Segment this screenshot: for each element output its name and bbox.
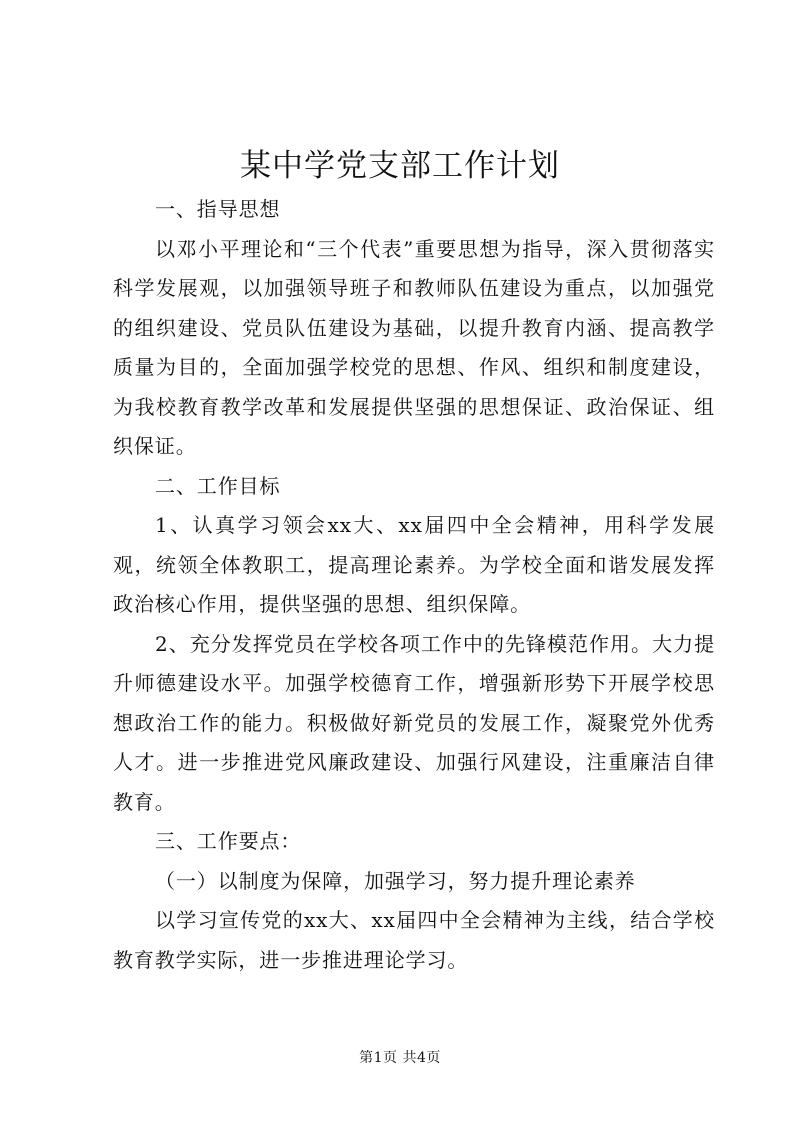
- document-body: [113, 190, 715, 980]
- subsection-heading-1: （一）以制度为保障，加强学习，努力提升理论素养: [155, 868, 636, 893]
- section-heading-guiding-ideology: 一、指导思想: [155, 197, 281, 221]
- page-footer: 第1页 共4页: [359, 1050, 441, 1066]
- paragraph-goal-1: 1、认真学习领会xx大、xx届四中全会精神，用科学发展观，统领全体教职工，提高理论素养。为学校全面和谐发展发挥政治核心作用，提供坚强的思想、组织保障。: [113, 513, 715, 616]
- paragraph-guiding-ideology: 以邓小平理论和“三个代表”重要思想为指导，深入贯彻落实科学发展观，以加强领导班子和教师队伍建设为重点，以加强党的组织建设、党员队伍建设为基础，以提升教育内涵、提高教学质量为目的，全面加强学校党的思想、作风、组织和制度建设，为我校教育教学改革和发展提供坚强的思想保证、政治保证、组织保证。: [113, 236, 715, 458]
- section-heading-work-points: 三、工作要点：: [155, 829, 302, 853]
- paragraph-study-theme: 以学习宣传党的xx大、xx届四中全会精神为主线，结合学校教育教学实际，进一步推进理论学习。: [113, 908, 715, 972]
- section-heading-work-goals: 二、工作目标: [155, 473, 281, 498]
- paragraph-goal-2: 2、充分发挥党员在学校各项工作中的先锋模范作用。大力提升师德建设水平。加强学校德育工作，增强新形势下开展学校思想政治工作的能力。积极做好新党员的发展工作，凝聚党外优秀人才。进一步推进党风廉政建设、加强行风建设，注重廉洁自律教育。: [113, 631, 715, 814]
- document-title: 某中学党支部工作计划: [240, 148, 560, 184]
